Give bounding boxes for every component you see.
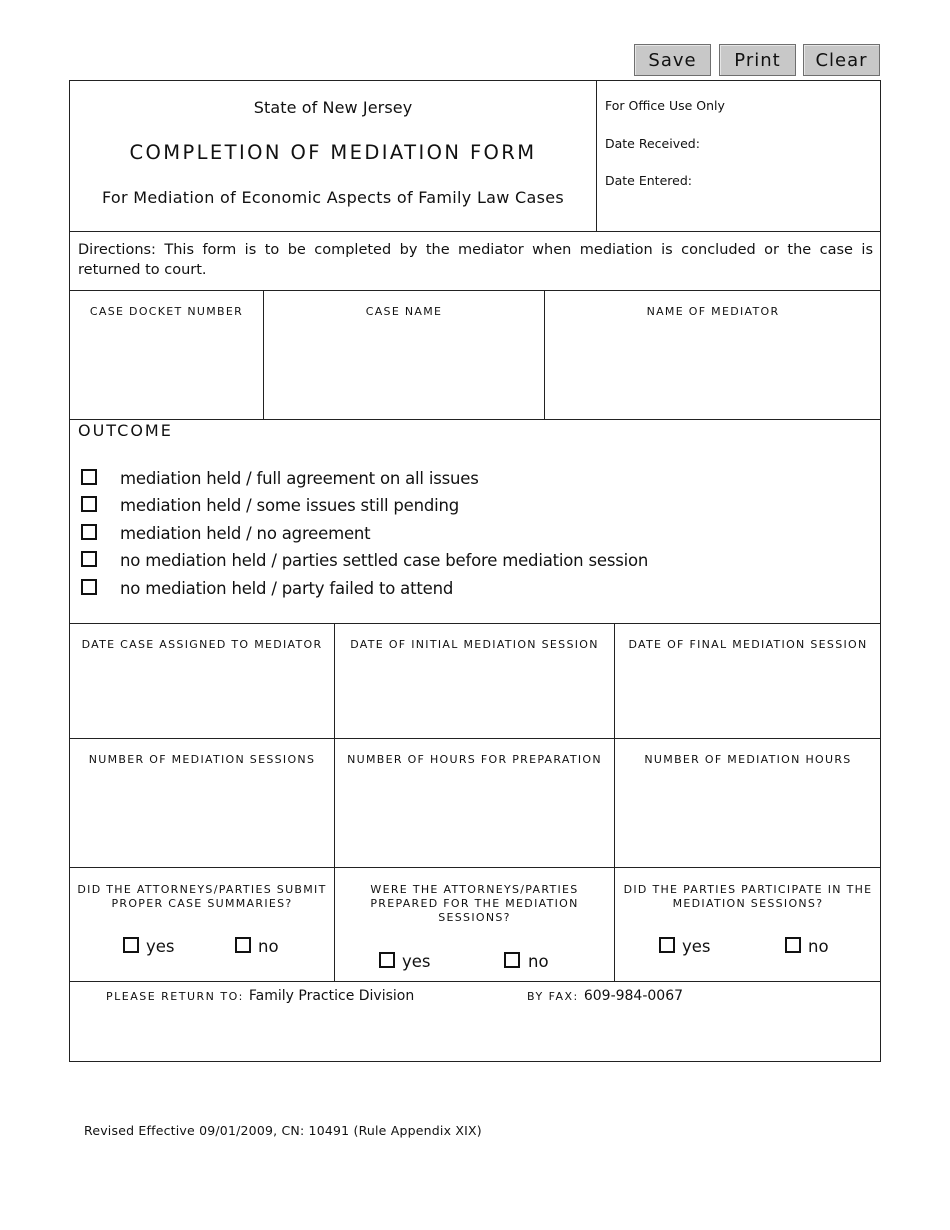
question-prepared-line-2: PREPARED FOR THE MEDIATION bbox=[370, 897, 579, 910]
office-use-title: For Office Use Only bbox=[605, 98, 725, 113]
outcome-checkbox-failed-attend[interactable] bbox=[81, 579, 97, 595]
return-to-label: PLEASE RETURN TO: bbox=[106, 990, 244, 1003]
prepared-yes-label: yes bbox=[402, 952, 431, 971]
mediation-hours-field[interactable] bbox=[617, 777, 878, 863]
summaries-yes-label: yes bbox=[146, 937, 175, 956]
summaries-yes-checkbox[interactable] bbox=[123, 937, 139, 953]
outcome-checkbox-issues-pending[interactable] bbox=[81, 496, 97, 512]
prep-hours-label: NUMBER OF HOURS FOR PREPARATION bbox=[347, 753, 602, 766]
fax bbox=[527, 985, 683, 1004]
divider-numbers-bottom bbox=[69, 867, 881, 868]
outcome-label-settled: no mediation held / parties settled case before mediation session bbox=[120, 551, 649, 570]
number-sessions-field[interactable] bbox=[72, 777, 332, 863]
question-prepared-line-3: SESSIONS? bbox=[438, 911, 511, 924]
prepared-yes-checkbox[interactable] bbox=[379, 952, 395, 968]
mediator-name-field[interactable] bbox=[547, 330, 878, 416]
case-docket-field[interactable] bbox=[72, 330, 260, 416]
number-sessions-label: NUMBER OF MEDIATION SESSIONS bbox=[88, 753, 316, 766]
divider-dates-bottom bbox=[69, 738, 881, 739]
date-entered-field[interactable] bbox=[688, 170, 875, 192]
clear-button[interactable]: Clear bbox=[803, 44, 880, 76]
divider-header-bottom bbox=[69, 231, 881, 232]
date-assigned-field[interactable] bbox=[72, 662, 332, 734]
header-divider bbox=[596, 80, 597, 231]
outcome-checkbox-full-agreement[interactable] bbox=[81, 469, 97, 485]
prep-hours-field[interactable] bbox=[337, 777, 612, 863]
question-summaries-line-1: DID THE ATTORNEYS/PARTIES SUBMIT bbox=[77, 883, 327, 896]
outcome-label-no-agreement: mediation held / no agreement bbox=[120, 524, 371, 543]
date-initial-session-label: DATE OF INITIAL MEDIATION SESSION bbox=[350, 638, 599, 651]
date-final-session-label: DATE OF FINAL MEDIATION SESSION bbox=[628, 638, 868, 651]
question-summaries-label bbox=[70, 883, 334, 911]
date-received-field[interactable] bbox=[695, 133, 875, 155]
outcome-title: OUTCOME bbox=[78, 421, 173, 440]
question-participate-line-2: MEDIATION SESSIONS? bbox=[672, 897, 824, 910]
question-participate-line-1: DID THE PARTIES PARTICIPATE IN THE bbox=[623, 883, 873, 896]
question-participate-label bbox=[615, 883, 881, 911]
participate-yes-label: yes bbox=[682, 937, 711, 956]
date-received-label: Date Received: bbox=[605, 136, 700, 151]
participate-no-label: no bbox=[808, 937, 829, 956]
case-name-field[interactable] bbox=[266, 330, 542, 416]
question-summaries-line-2: PROPER CASE SUMMARIES? bbox=[111, 897, 293, 910]
outcome-label-failed-attend: no mediation held / party failed to attend bbox=[120, 579, 454, 598]
date-entered-label: Date Entered: bbox=[605, 173, 692, 188]
case-docket-label: CASE DOCKET NUMBER bbox=[89, 305, 244, 318]
date-initial-session-field[interactable] bbox=[337, 662, 612, 734]
question-prepared-line-1: WERE THE ATTORNEYS/PARTIES bbox=[370, 883, 579, 896]
grid-divider-1 bbox=[334, 623, 335, 982]
prepared-no-label: no bbox=[528, 952, 549, 971]
outcome-label-full-agreement: mediation held / full agreement on all issues bbox=[120, 469, 479, 488]
state-name: State of New Jersey bbox=[253, 98, 413, 117]
participate-yes-checkbox[interactable] bbox=[659, 937, 675, 953]
mediator-name-label: NAME OF MEDIATOR bbox=[646, 305, 780, 318]
directions-text: Directions: This form is to be completed by the mediator when mediation is concluded or the case is returned to court. bbox=[78, 242, 873, 278]
divider-directions-bottom bbox=[69, 290, 881, 291]
summaries-no-label: no bbox=[258, 937, 279, 956]
mediation-hours-label: NUMBER OF MEDIATION HOURS bbox=[644, 753, 852, 766]
participate-no-checkbox[interactable] bbox=[785, 937, 801, 953]
question-prepared-label bbox=[335, 883, 614, 925]
prepared-no-checkbox[interactable] bbox=[504, 952, 520, 968]
outcome-checkbox-no-agreement[interactable] bbox=[81, 524, 97, 540]
divider-questions-bottom bbox=[69, 981, 881, 982]
fax-label: BY FAX: bbox=[527, 990, 579, 1003]
grid-divider-2 bbox=[614, 623, 615, 982]
outcome-checkbox-settled[interactable] bbox=[81, 551, 97, 567]
revision-footer: Revised Effective 09/01/2009, CN: 10491 (Rule Appendix XIX) bbox=[84, 1123, 482, 1138]
outcome-label-issues-pending: mediation held / some issues still pending bbox=[120, 496, 460, 515]
case-name-label: CASE NAME bbox=[365, 305, 443, 318]
date-assigned-label: DATE CASE ASSIGNED TO MEDIATOR bbox=[81, 638, 323, 651]
summaries-no-checkbox[interactable] bbox=[235, 937, 251, 953]
save-button[interactable]: Save bbox=[634, 44, 711, 76]
fax-number: 609-984-0067 bbox=[583, 988, 684, 1004]
page-title: COMPLETION OF MEDIATION FORM bbox=[129, 141, 537, 164]
divider-outcome-bottom bbox=[69, 623, 881, 624]
return-to bbox=[106, 985, 414, 1004]
divider-case-bottom bbox=[69, 419, 881, 420]
return-to-value: Family Practice Division bbox=[248, 988, 415, 1004]
page-subtitle: For Mediation of Economic Aspects of Family Law Cases bbox=[101, 188, 565, 207]
print-button[interactable]: Print bbox=[719, 44, 796, 76]
date-final-session-field[interactable] bbox=[617, 662, 878, 734]
